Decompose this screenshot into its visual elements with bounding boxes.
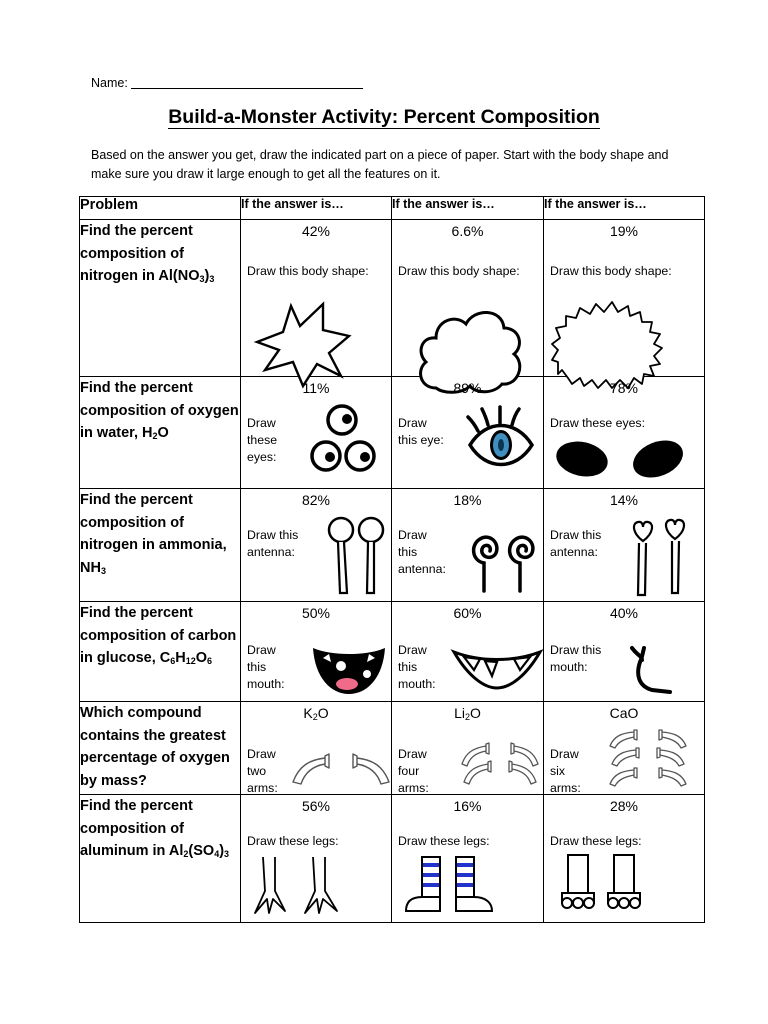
- answer-cell: [544, 795, 705, 923]
- answer-value: 89%: [453, 380, 482, 396]
- name-label: Name:: [91, 76, 128, 90]
- dark-oval-eyes-icon: [556, 433, 686, 483]
- ball-antenna-icon: [327, 515, 387, 595]
- answer-value: 16%: [453, 798, 482, 814]
- table-row: [80, 795, 705, 923]
- problem-cell: [80, 489, 241, 602]
- instructions: Based on the answer you get, draw the indicated part on a piece of paper. Start with the body shape and make sure you draw it large enough to get all the features on it.: [91, 148, 669, 181]
- drawing-instruction: Draw these legs:: [247, 834, 339, 848]
- answer-value: 6.6%: [451, 223, 484, 239]
- drawing-instruction: Draw this body shape:: [247, 264, 369, 278]
- table-row: [80, 489, 705, 602]
- answer-value: 42%: [301, 223, 331, 239]
- answer-cell: [544, 377, 705, 489]
- answer-cell: [544, 220, 705, 377]
- question-text: Find the percent composition of nitrogen in ammonia, $NH_3$: [80, 492, 227, 576]
- question-text: Find the percent composition of nitrogen in $Al(NO_3)_3$: [80, 223, 215, 284]
- striped-sock-legs-icon: [404, 855, 494, 917]
- drawing-instruction: Draw this antenna:: [550, 528, 602, 559]
- answer-value: 78%: [609, 380, 639, 396]
- question-text: Find the percent composition of aluminum in $Al_2(SO_4)_3$: [80, 798, 230, 859]
- question-text: Find the percent composition of carbon in glucose, $C_6H_{12}O_6$: [80, 605, 237, 666]
- answer-cell: [241, 702, 392, 795]
- drawing-instruction: Draw six arms:: [550, 747, 581, 795]
- answer-value: 19%: [609, 223, 639, 239]
- answer-value: 50%: [301, 605, 331, 621]
- page-title: Build-a-Monster Activity: Percent Composition: [168, 106, 600, 128]
- answer-value: 11%: [302, 380, 330, 396]
- column-header-problem: Problem: [80, 197, 241, 220]
- drawing-instruction: Draw two arms:: [247, 747, 278, 795]
- drawing-instruction: Draw these legs:: [398, 834, 490, 848]
- answer-cell: [241, 602, 392, 702]
- answer-value: CaO: [609, 705, 639, 721]
- column-header-answer-3: If the answer is…: [544, 197, 705, 220]
- answer-cell: [392, 602, 544, 702]
- four-arms-icon: [458, 742, 542, 788]
- answer-cell: [392, 702, 544, 795]
- three-eyes-icon: [309, 403, 379, 475]
- answer-cell: [392, 489, 544, 602]
- fanged-mouth-icon: [452, 646, 542, 692]
- lashed-eye-icon: [466, 405, 536, 475]
- spiral-antenna-icon: [468, 529, 540, 597]
- claw-legs-icon: [253, 855, 343, 917]
- table-row: [80, 377, 705, 489]
- drawing-instruction: Draw this antenna:: [247, 528, 299, 559]
- name-blank-line: [131, 88, 363, 89]
- question-text: Which compound contains the greatest percentage of oxygen by mass?: [80, 705, 230, 789]
- answer-value: $K_2O$: [303, 705, 329, 722]
- drawing-instruction: Draw this body shape:: [398, 264, 520, 278]
- open-mouth-icon: [311, 644, 387, 698]
- drawing-instruction: Draw this body shape:: [550, 264, 672, 278]
- table-header-row: [80, 197, 705, 220]
- answer-value: 56%: [301, 798, 331, 814]
- answer-cell: [392, 377, 544, 489]
- table-row: [80, 220, 705, 377]
- answer-value: 14%: [609, 492, 639, 508]
- answer-value: 40%: [609, 605, 639, 621]
- drawing-instruction: Draw this mouth:: [247, 643, 285, 691]
- drawing-instruction: Draw four arms:: [398, 747, 429, 795]
- answer-cell: [544, 489, 705, 602]
- answer-cell: [544, 702, 705, 795]
- answer-cell: [241, 377, 392, 489]
- toed-legs-icon: [558, 853, 648, 913]
- column-header-answer-1: If the answer is…: [241, 197, 392, 220]
- answer-cell: [241, 489, 392, 602]
- answer-cell: [241, 795, 392, 923]
- drawing-instruction: Draw this mouth:: [398, 643, 436, 691]
- activity-table: [79, 196, 705, 923]
- answer-value: $Li_2O$: [454, 705, 481, 722]
- problem-cell: [80, 602, 241, 702]
- table-row: [80, 602, 705, 702]
- two-arms-icon: [291, 752, 391, 792]
- star-burst-body-icon: [253, 298, 353, 388]
- line-mouth-icon: [628, 644, 680, 700]
- problem-cell: [80, 702, 241, 795]
- problem-cell: [80, 795, 241, 923]
- drawing-instruction: Draw these eyes:: [247, 416, 278, 464]
- drawing-instruction: Draw this eye:: [398, 416, 444, 447]
- heart-antenna-icon: [630, 519, 690, 599]
- answer-value: 18%: [453, 492, 482, 508]
- answer-value: 60%: [453, 605, 482, 621]
- column-header-answer-2: If the answer is…: [392, 197, 544, 220]
- drawing-instruction: Draw this mouth:: [550, 643, 602, 674]
- problem-cell: [80, 377, 241, 489]
- six-arms-icon: [606, 730, 690, 792]
- answer-cell: [544, 602, 705, 702]
- table-row: [80, 702, 705, 795]
- answer-cell: [241, 220, 392, 377]
- answer-value: 28%: [609, 798, 639, 814]
- question-text: Find the percent composition of oxygen in water, $H_2O$: [80, 380, 239, 441]
- drawing-instruction: Draw these legs:: [550, 834, 642, 848]
- drawing-instruction: Draw this antenna:: [398, 528, 446, 576]
- drawing-instruction: Draw these eyes:: [550, 416, 646, 430]
- answer-cell: [392, 220, 544, 377]
- problem-cell: [80, 220, 241, 377]
- name-field: [91, 76, 363, 90]
- answer-cell: [392, 795, 544, 923]
- answer-value: 82%: [301, 492, 331, 508]
